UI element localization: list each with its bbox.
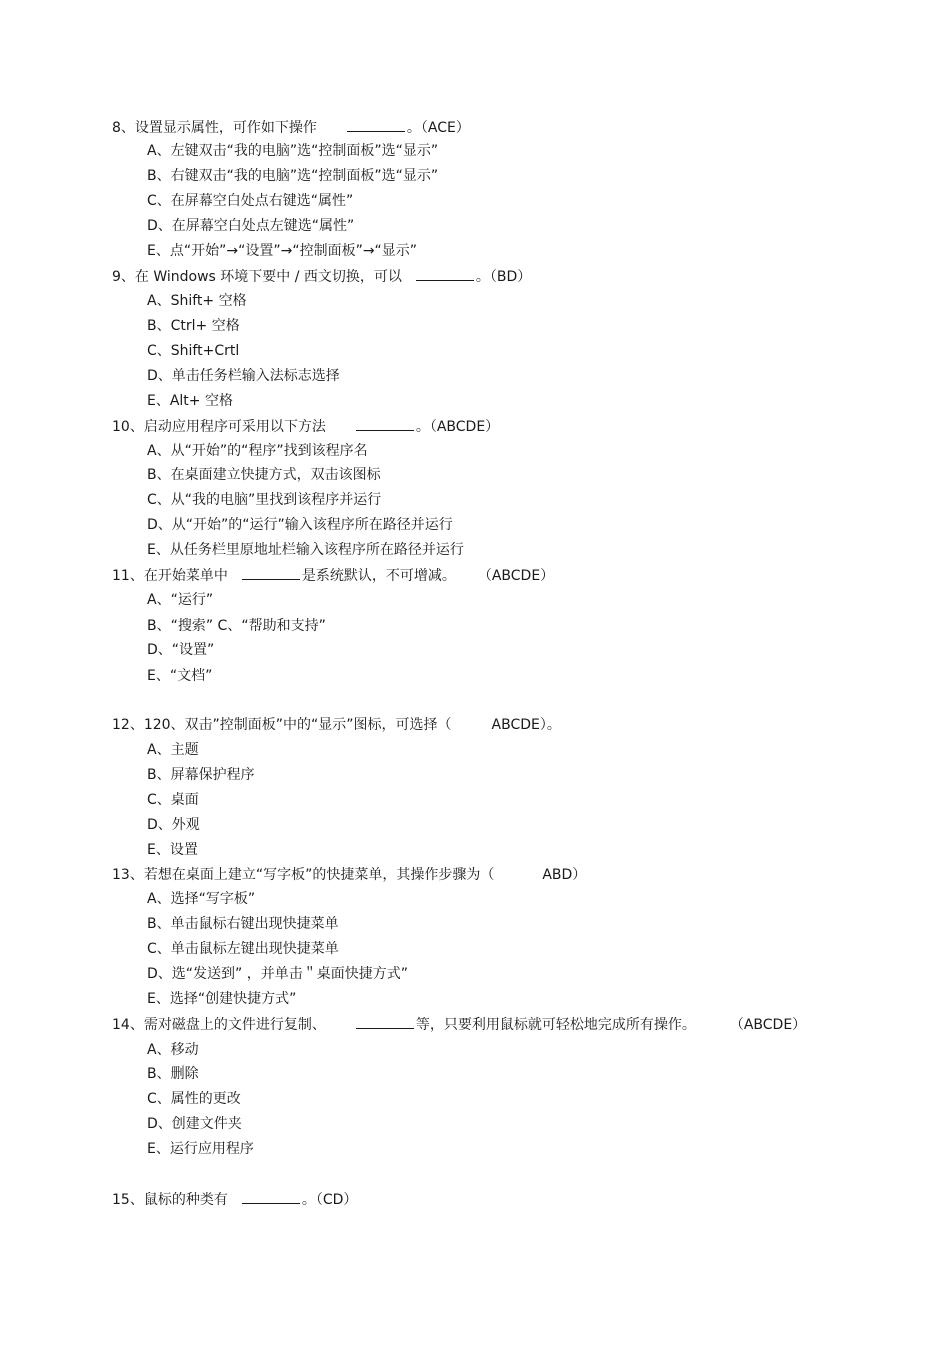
option-10a: A、从“开始”的“程序”找到该程序名 [147,443,368,459]
option-12b: B、屏幕保护程序 [147,767,255,783]
question-15-text: 15、鼠标的种类有 [112,1192,228,1208]
question-10 [112,416,499,437]
option-9c: C、Shift+Crtl [147,343,240,359]
option-14a: A、移动 [147,1042,199,1058]
option-14e: E、运行应用程序 [147,1141,254,1157]
question-12-text: 12、120、双击”控制面板”中的“显示”图标，可选择（ [112,717,452,733]
option-9b: B、Ctrl+ 空格 [147,318,240,334]
option-12d: D、外观 [147,817,200,833]
answer-blank [347,117,405,132]
question-10-answer: 。（ABCDE） [415,419,500,435]
question-13 [112,865,586,885]
question-15 [112,1189,357,1210]
question-11-text: 11、在开始菜单中 [112,568,228,584]
option-12c: C、桌面 [147,792,199,808]
question-8 [112,117,470,138]
answer-blank [356,416,414,431]
answer-blank [242,1189,300,1204]
option-11bc: B、“搜索” C、“帮助和支持” [147,618,326,634]
option-12a: A、主题 [147,742,199,758]
option-13e: E、选择“创建快捷方式” [147,991,297,1007]
answer-blank [242,565,300,580]
option-13a: A、选择“写字板” [147,891,256,907]
question-8-answer: 。（ACE） [406,120,470,136]
option-12e: E、设置 [147,842,198,858]
question-13-text: 13、若想在桌面上建立“写字板”的快捷菜单，其操作步骤为（ [112,867,495,883]
question-11-answer: （ABCDE） [477,568,555,584]
question-10-text: 10、启动应用程序可采用以下方法 [112,419,326,435]
answer-blank [416,266,474,281]
option-9d: D、单击任务栏输入法标志选择 [147,368,340,384]
question-11 [112,565,554,586]
option-14c: C、属性的更改 [147,1091,241,1107]
question-9 [112,266,531,287]
option-10d: D、从“开始”的“运行”输入该程序所在路径并运行 [147,517,453,533]
question-12-answer: ABCDE）。 [491,717,561,733]
option-8e: E、点“开始”→“设置”→“控制面板”→“显示” [147,243,418,259]
question-14-text: 14、需对磁盘上的文件进行复制、 [112,1017,326,1033]
question-14 [112,1014,806,1035]
option-8c: C、在屏幕空白处点右键选“属性” [147,193,354,209]
option-11d: D、“设置” [147,642,215,658]
option-10c: C、从“我的电脑”里找到该程序并运行 [147,492,382,508]
option-9a: A、Shift+ 空格 [147,293,247,309]
option-8b: B、右键双击“我的电脑”选“控制面板”选“显示” [147,168,439,184]
question-13-answer: ABD） [542,867,587,883]
question-9-answer: 。（BD） [475,269,532,285]
option-9e: E、Alt+ 空格 [147,393,233,409]
option-13c: C、单击鼠标左键出现快捷菜单 [147,941,339,957]
option-14b: B、删除 [147,1066,199,1082]
option-13b: B、单击鼠标右键出现快捷菜单 [147,916,339,932]
option-11e: E、“文档” [147,668,213,684]
question-9-text: 9、在 Windows 环境下要中 / 西文切换，可以 [112,269,402,285]
question-11-text-end: 是系统默认，不可增减。 [301,568,456,584]
question-15-answer: 。（CD） [301,1192,358,1208]
option-11a: A、“运行” [147,592,214,608]
question-14-answer: （ABCDE） [729,1017,807,1033]
option-8a: A、左键双击“我的电脑”选“控制面板”选“显示” [147,143,439,159]
question-12 [112,715,561,735]
option-13d: D、选“发送到” ，并单击＂桌面快捷方式” [147,966,408,982]
question-8-text: 8、设置显示属性，可作如下操作 [112,120,317,136]
option-8d: D、在屏幕空白处点左键选“属性” [147,218,355,234]
option-10b: B、在桌面建立快捷方式，双击该图标 [147,467,381,483]
option-14d: D、创建文件夹 [147,1116,242,1132]
option-10e: E、从任务栏里原地址栏输入该程序所在路径并运行 [147,542,464,558]
answer-blank [356,1014,414,1029]
question-14-text-end: 等，只要利用鼠标就可轻松地完成所有操作。 [415,1017,696,1033]
